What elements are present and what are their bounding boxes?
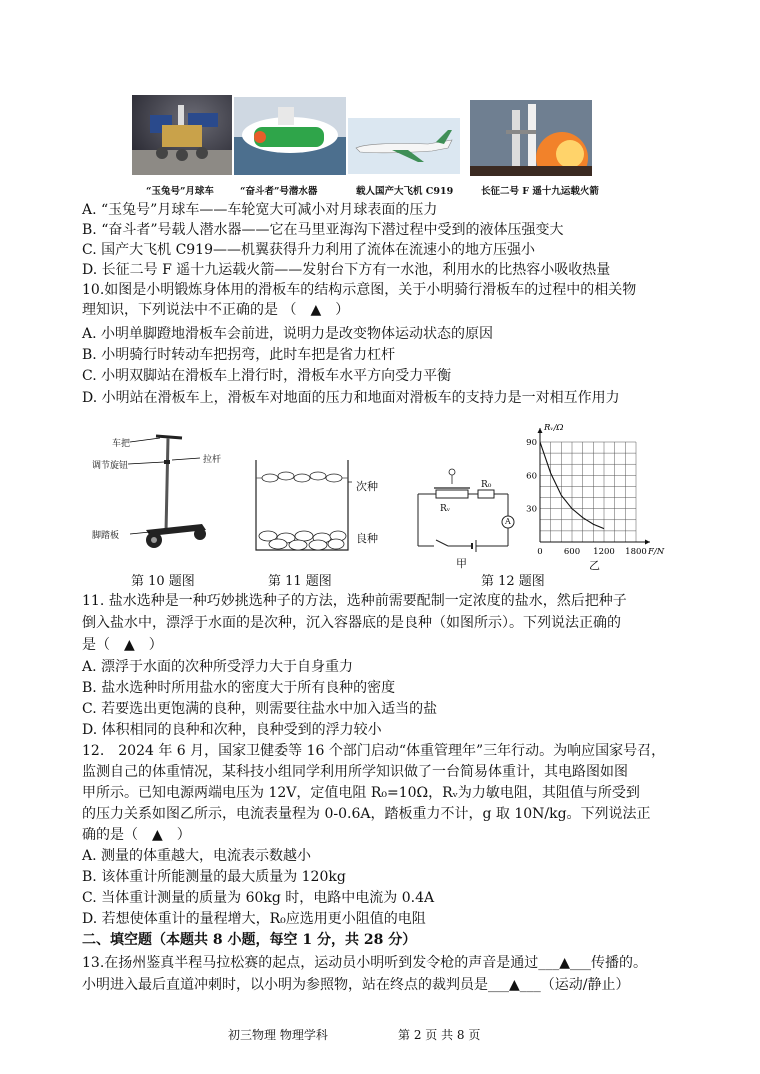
photo-caption-fendouzhe: “奋斗者”号潜水器 — [240, 186, 318, 197]
figure-caption-q12: 第 12 题图 — [481, 574, 545, 589]
photo-caption-rocket: 长征二号 F 遥十九运载火箭 — [481, 186, 599, 197]
q11-stem-line2: 倒入盐水中，漂浮于水面的是次种，沉入容器底的是良种（如图所示）。下列说法正确的 — [82, 615, 621, 631]
chart-x-tick-label: 0 — [537, 547, 543, 557]
figure-caption-q11: 第 11 题图 — [268, 574, 332, 589]
photo-caption-yutu: “玉兔号”月球车 — [146, 186, 214, 197]
photo-caption-c919: 载人国产大飞机 C919 — [356, 186, 454, 197]
circuit-label-jia: 甲 — [456, 557, 467, 570]
q10-option-c: C. 小明双脚站在滑板车上滑行时，滑板车水平方向受力平衡 — [82, 368, 452, 384]
scooter-label-rod: 拉杆 — [203, 455, 222, 465]
q10-stem-line2: 理知识，下列说法中不正确的是 （ ▲ ） — [82, 302, 350, 318]
circuit-label-rv: Rᵥ — [440, 504, 451, 514]
footer-page-number: 第 2 页 共 8 页 — [398, 1028, 481, 1042]
beaker-figure — [252, 456, 352, 554]
q10-stem-line1: 10.如图是小明锻炼身体用的滑板车的结构示意图，关于小明骑行滑板车的过程中的相关物 — [82, 282, 637, 298]
beaker-label-inferior-seed: 次种 — [356, 480, 378, 493]
figure-caption-q10: 第 10 题图 — [131, 574, 195, 589]
q12-option-b: B. 该体重计所能测量的最大质量为 120kg — [82, 869, 346, 885]
photo-c919-airplane — [348, 118, 460, 174]
chart-x-tick-label: 1200 — [593, 547, 615, 557]
q11-option-a: A. 漂浮于水面的次种所受浮力大于自身重力 — [82, 659, 354, 675]
q9-option-d: D. 长征二号 F 遥十九运载火箭——发射台下方有一水池，利用水的比热容小吸收热量 — [82, 262, 611, 278]
circuit-diagram — [408, 466, 518, 556]
q13-line1: 13.在扬州鉴真半程马拉松赛的起点，运动员小明听到发令枪的声音是通过___▲___传播的。 — [82, 955, 648, 971]
chart-y-tick-label: 30 — [526, 504, 537, 515]
q12-stem-line3: 甲所示。已知电源两端电压为 12V，定值电阻 R₀=10Ω，Rᵥ为力敏电阻，其阻值与所受到 — [82, 785, 640, 801]
figure-caption-yi: 乙 — [589, 559, 600, 572]
q13-line2: 小明进入最后直道冲刺时，以小明为参照物，站在终点的裁判员是___▲___（运动/静止） — [82, 977, 630, 993]
photo-fendouzhe-submersible — [234, 97, 346, 175]
q11-stem-line1: 11. 盐水选种是一种巧妙挑选种子的方法，选种前需要配制一定浓度的盐水，然后把种子 — [82, 593, 627, 609]
q10-option-d: D. 小明站在滑板车上，滑板车对地面的压力和地面对滑板车的支持力是一对相互作用力 — [82, 390, 620, 406]
q11-option-b: B. 盐水选种时所用盐水的密度大于所有良种的密度 — [82, 680, 396, 696]
rv-force-chart — [520, 414, 670, 564]
beaker-label-good-seed: 良种 — [356, 532, 378, 545]
chart-x-arrow — [645, 540, 650, 545]
q11-option-c: C. 若要选出更饱满的良种，则需要往盐水中加入适当的盐 — [82, 701, 438, 717]
chart-y-tick-label: 90 — [526, 438, 537, 448]
q12-stem-line5: 确的是（ ▲ ） — [82, 827, 191, 843]
chart-x-tick-label: 1800 — [625, 547, 647, 557]
photo-yutu-rover — [132, 95, 232, 175]
q9-option-b: B. “奋斗者”号载人潜水器——它在马里亚海沟下潜过程中受到的液体压强变大 — [82, 222, 564, 238]
chart-y-arrow — [538, 428, 543, 433]
scooter-label-knob: 调节旋钮 — [92, 461, 129, 471]
q12-stem-line4: 的压力关系如图乙所示，电流表量程为 0-0.6A，踏板重力不计，g 取 10N/kg。下列说法正 — [82, 806, 651, 822]
q11-stem-line3: 是（ ▲ ） — [82, 637, 163, 653]
q12-option-a: A. 测量的体重越大，电流表示数越小 — [82, 848, 312, 864]
q10-option-a: A. 小明单脚蹬地滑板车会前进，说明力是改变物体运动状态的原因 — [82, 326, 494, 342]
scooter-label-deck: 脚踏板 — [92, 531, 120, 541]
chart-x-axis-label: F/N — [648, 547, 665, 557]
q11-option-d: D. 体积相同的良种和次种，良种受到的浮力较小 — [82, 722, 382, 738]
chart-x-tick-label: 600 — [563, 547, 581, 557]
chart-y-axis-label: Rᵥ/Ω — [544, 423, 564, 433]
footer-subject: 初三物理 物理学科 — [228, 1028, 328, 1042]
q12-stem-line1: 12. 2024 年 6 月，国家卫健委等 16 个部门启动“体重管理年”三年行动。为响应国家号召， — [82, 743, 666, 759]
circuit-label-ammeter: A — [505, 517, 511, 526]
circuit-label-r0: R₀ — [481, 480, 492, 490]
q12-option-d: D. 若想使体重计的量程增大，R₀应选用更小阻值的电阻 — [82, 911, 426, 927]
q9-option-a: A. “玉兔号”月球车——车轮宽大可减小对月球表面的压力 — [82, 202, 438, 218]
chart-y-tick-label: 60 — [526, 471, 537, 482]
photo-long-march-rocket — [470, 100, 592, 176]
q9-option-c: C. 国产大飞机 C919——机翼获得升力利用了流体在流速小的地方压强小 — [82, 242, 535, 258]
scooter-label-handlebar: 车把 — [112, 439, 131, 449]
q12-stem-line2: 监测自己的体重情况，某科技小组同学利用所学知识做了一台简易体重计，其电路图如图 — [82, 764, 628, 780]
section-2-heading: 二、填空题（本题共 8 小题，每空 1 分，共 28 分） — [82, 932, 417, 948]
q10-option-b: B. 小明骑行时转动车把拐弯，此时车把是省力杠杆 — [82, 347, 396, 363]
q12-option-c: C. 当体重计测量的质量为 60kg 时，电路中电流为 0.4A — [82, 890, 435, 906]
